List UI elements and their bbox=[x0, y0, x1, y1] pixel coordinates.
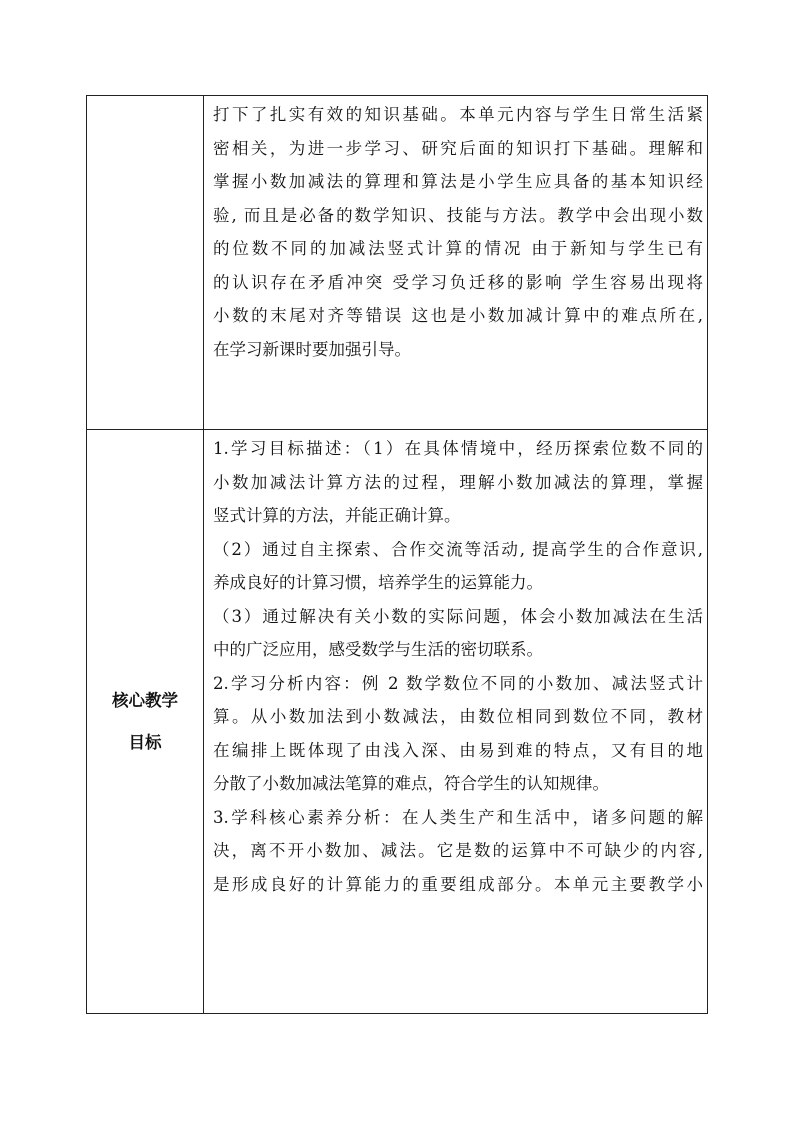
text-line: 算。从小数加法到小数减法，由数位相同到数位不同，教材 bbox=[213, 707, 703, 726]
text-line: 在编排上既体现了由浅入深、由易到难的特点，又有目的地 bbox=[213, 740, 703, 760]
row-content-cell bbox=[204, 96, 708, 430]
text-line: 的认识存在矛盾冲突 受学习负迁移的影响 学生容易出现将 bbox=[213, 272, 703, 292]
text-line: 中的广泛应用，感受数学与生活的密切联系。 bbox=[213, 640, 543, 659]
text-line: 3.学科核心素养分析：在人类生产和生活中，诸多问题的解 bbox=[213, 807, 703, 827]
text-line: （2）通过自主探索、合作交流等活动, 提高学生的合作意识, bbox=[213, 539, 703, 559]
text-line: 密相关，为进一步学习、研究后面的知识打下基础。理解和 bbox=[213, 138, 703, 158]
text-line: 决，离不开小数加、减法。它是数的运算中不可缺少的内容, bbox=[213, 841, 703, 860]
text-line: 小数加减法计算方法的过程，理解小数加减法的算理，掌握 bbox=[213, 472, 703, 492]
text-line: （3）通过解决有关小数的实际问题，体会小数加减法在生活 bbox=[213, 606, 703, 626]
text-line: 掌握小数加减法的算理和算法是小学生应具备的基本知识经 bbox=[213, 172, 703, 191]
text-line: 1.学习目标描述：（1）在具体情境中，经历探索位数不同的 bbox=[213, 439, 703, 458]
row-label-core-teaching: 核心教学 bbox=[112, 690, 178, 710]
table-row bbox=[87, 430, 708, 1014]
row-label-objectives: 目标 bbox=[128, 732, 162, 752]
text-line: 是形成良好的计算能力的重要组成部分。本单元主要教学小 bbox=[213, 874, 703, 894]
text-line: 打下了扎实有效的知识基础。本单元内容与学生日常生活紧 bbox=[213, 105, 703, 124]
text-line: 分散了小数加减法笔算的难点，符合学生的认知规律。 bbox=[213, 774, 609, 793]
row-content-cell bbox=[204, 430, 708, 1014]
text-line: 2.学习分析内容：例 2 数学数位不同的小数加、减法竖式计 bbox=[213, 673, 703, 693]
content-table bbox=[86, 95, 708, 1014]
row-label-cell bbox=[87, 430, 204, 1014]
text-line: 验, 而且是必备的数学知识、技能与方法。教学中会出现小数 bbox=[213, 205, 703, 225]
text-line: 的位数不同的加减法竖式计算的情况 由于新知与学生已有 bbox=[213, 239, 703, 258]
text-line: 竖式计算的方法，并能正确计算。 bbox=[213, 506, 461, 525]
text-line: 养成良好的计算习惯，培养学生的运算能力。 bbox=[213, 573, 543, 592]
text-line: 小数的末尾对齐等错误 这也是小数加减计算中的难点所在, bbox=[213, 306, 703, 325]
table-row bbox=[87, 96, 708, 430]
row-label-cell-empty bbox=[87, 96, 204, 430]
text-line: 在学习新课时要加强引导。 bbox=[213, 339, 411, 359]
